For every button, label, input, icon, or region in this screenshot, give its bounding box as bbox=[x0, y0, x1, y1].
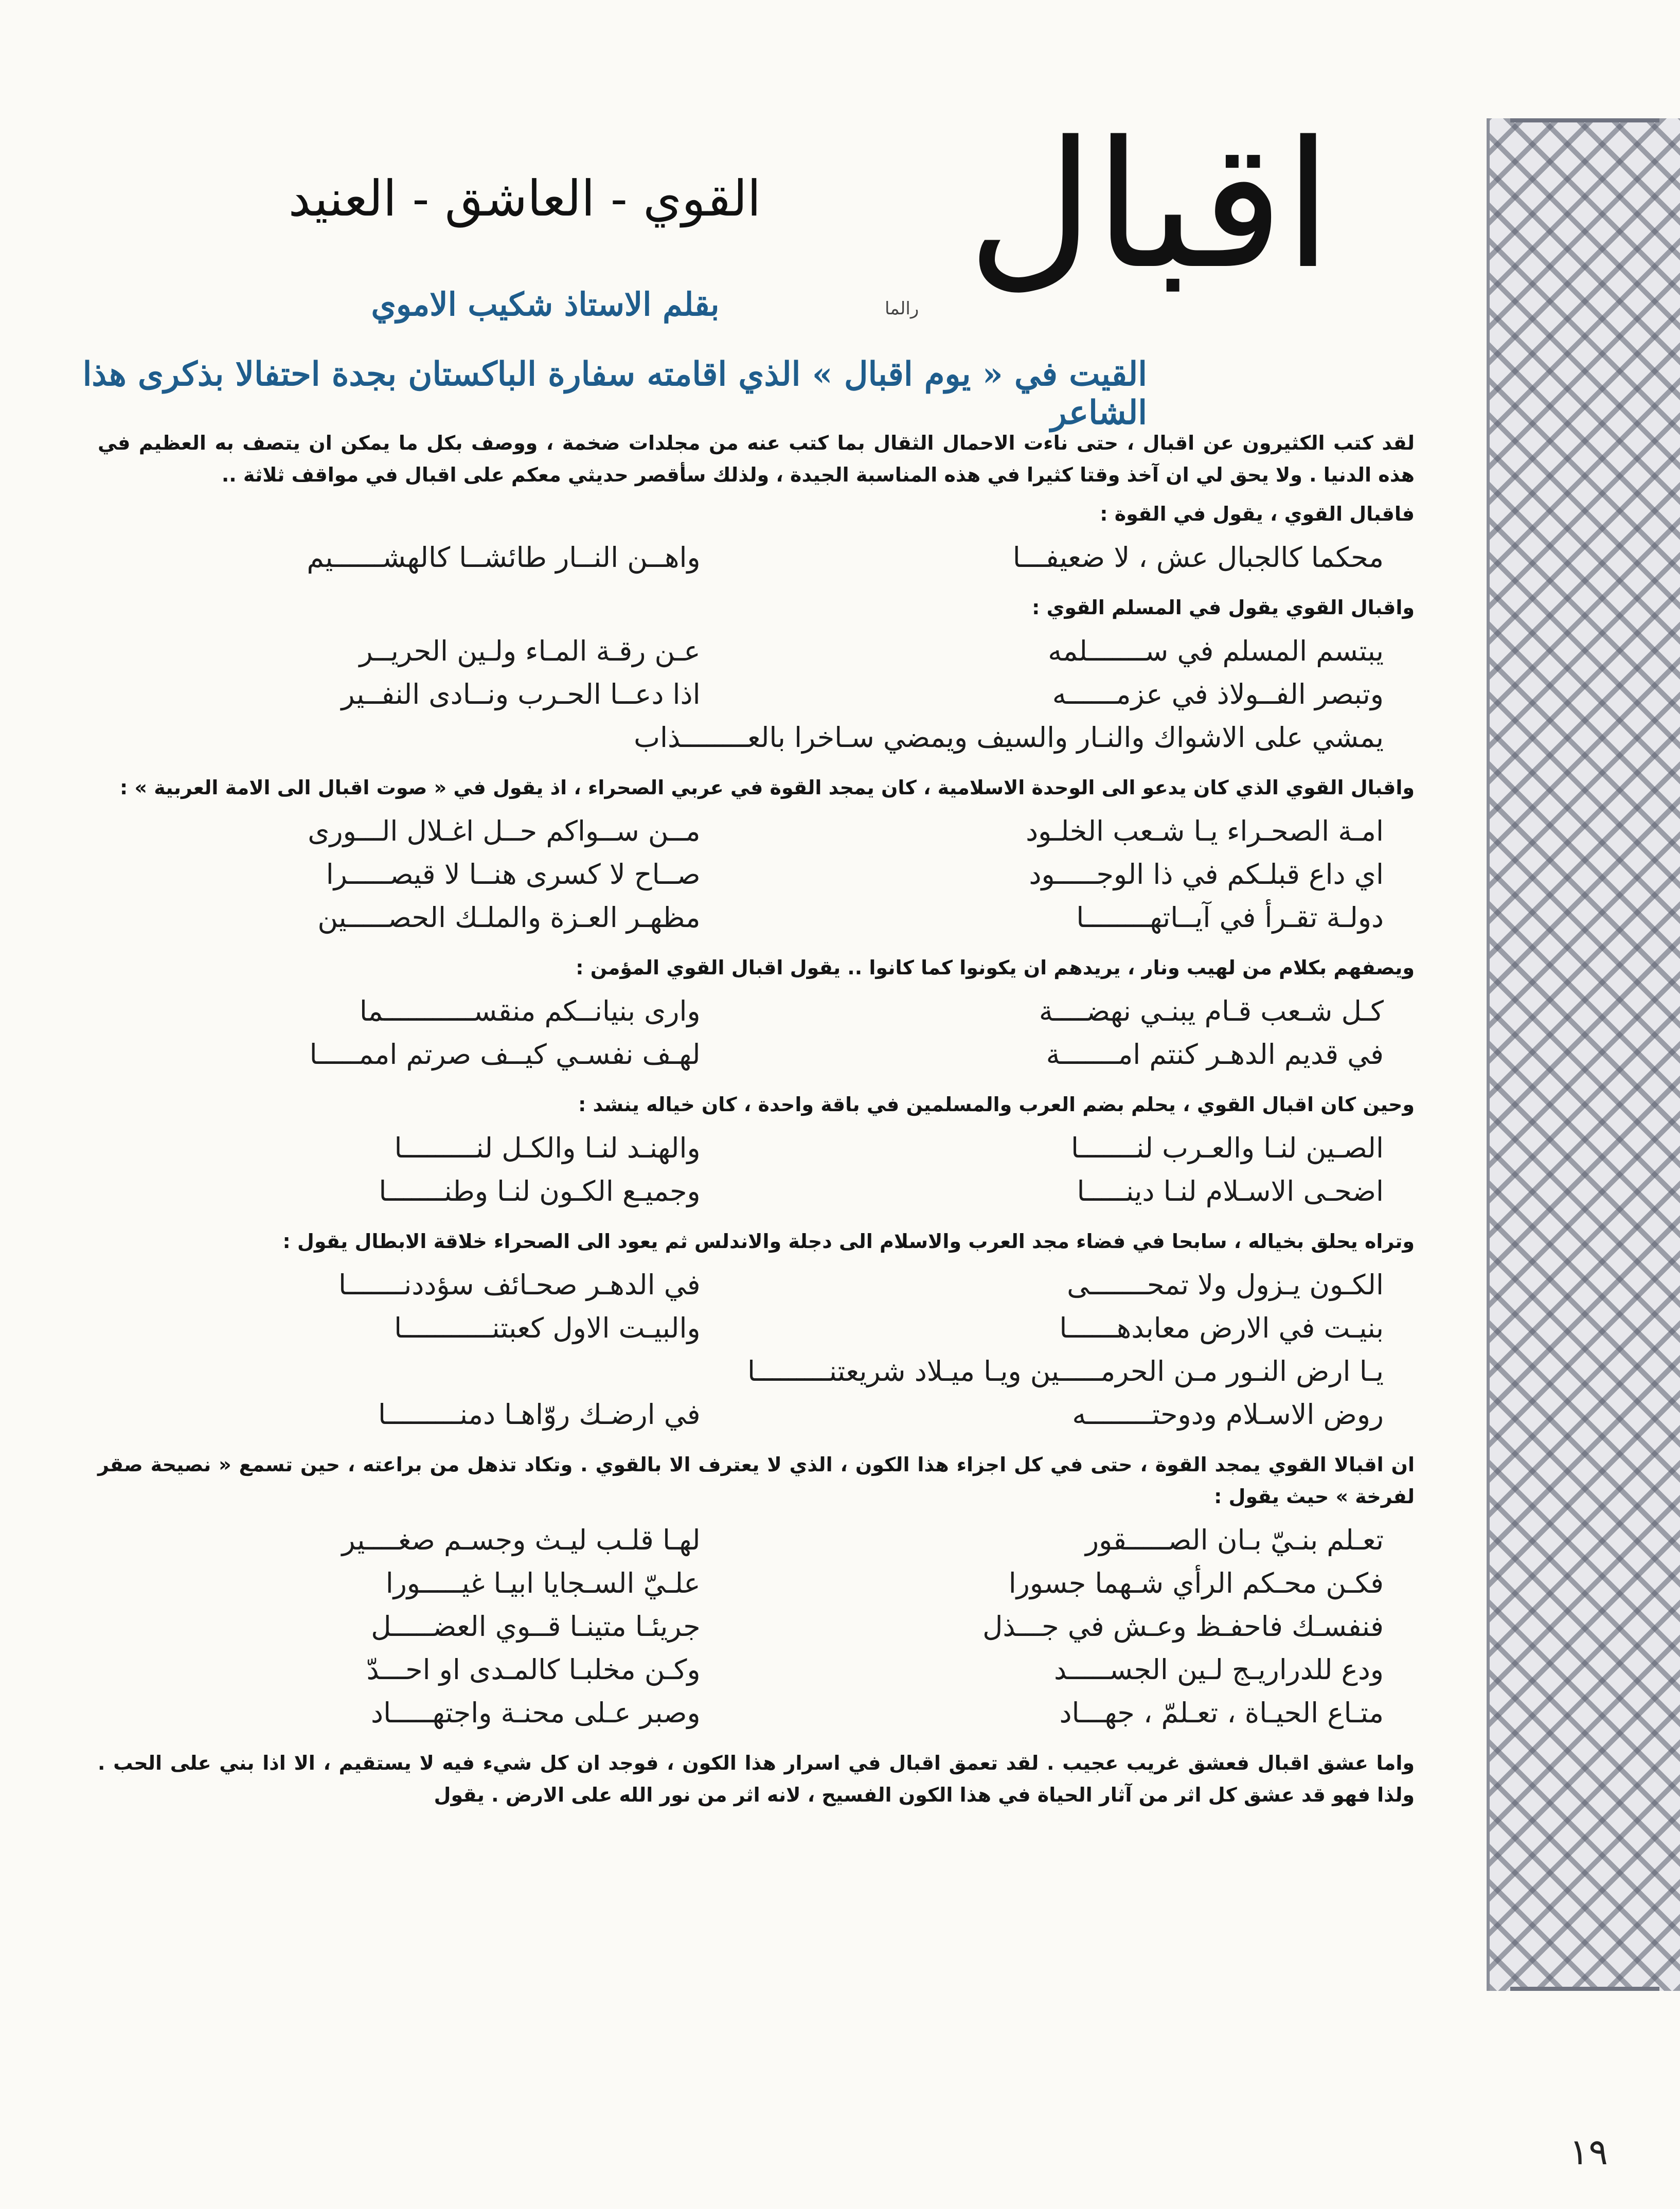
article-paragraph: واما عشق اقبال فعشق غريب عجيب . لقد تعمق اقبال في اسرار هذا الكون ، فوجد ان كل شيء فيه لا يستقيم ، الا اذا بني على الحب . ولذا فهو قد عشق كل اثر من آثار الحياة في هذا الكون الفسيح ، لانه اثر من نور الله على الارض . يقول bbox=[98, 1752, 1415, 1806]
verse-first-hemistich: وتبصر الفــولاذ في عزمــــــه bbox=[1052, 678, 1384, 710]
verse-second-hemistich: لهـا قلـب ليـث وجسـم صغــــير bbox=[342, 1524, 701, 1556]
verse-line bbox=[98, 1563, 1415, 1604]
verse-line bbox=[98, 811, 1415, 852]
subtitle: القوي - العاشق - العنيد bbox=[288, 170, 761, 227]
verse-line bbox=[98, 717, 1415, 758]
verse-second-hemistich: والهنـد لنـا والكـل لنـــــــــا bbox=[394, 1132, 701, 1164]
verse-line bbox=[98, 537, 1415, 578]
article-paragraph: وحين كان اقبال القوي ، يحلم بضم العرب والمسلمين في باقة واحدة ، كان خياله ينشد : bbox=[578, 1093, 1415, 1116]
author-byline: بقلم الاستاذ شكيب الاموي bbox=[371, 286, 720, 323]
verse-line bbox=[98, 1034, 1415, 1075]
verse-second-hemistich: مــن ســواكم حــل اغـلال الـــورى bbox=[308, 815, 701, 847]
verse-second-hemistich: والبيـت الاول كعبتنـــــــــــا bbox=[394, 1312, 701, 1344]
verse-first-hemistich: في قديم الدهـر كنتم امـــــــة bbox=[1046, 1038, 1384, 1071]
article-paragraph: فاقبال القوي ، يقول في القوة : bbox=[1100, 503, 1415, 525]
verse-first-hemistich: يـا ارض النـور مـن الحرمـــــين ويـا ميـلاد شريعتنـــــــــا bbox=[747, 1355, 1384, 1387]
verse-second-hemistich: وصبر عـلى محنـة واجتهـــــاد bbox=[371, 1697, 701, 1729]
verse-line bbox=[98, 1520, 1415, 1561]
verse-first-hemistich: بنيـت في الارض معابدهــــــا bbox=[1059, 1312, 1384, 1344]
verse-first-hemistich: متـاع الحيـاة ، تعـلمّ ، جهـــاد bbox=[1059, 1697, 1384, 1729]
verse-first-hemistich: فنفسـك فاحفـظ وعـش في جـــذل bbox=[982, 1610, 1384, 1643]
verse-first-hemistich: ودع للدراريـج لـين الجســـــد bbox=[1054, 1653, 1384, 1686]
poem-block bbox=[98, 1520, 1415, 1734]
verse-first-hemistich: امـة الصحـراء يـا شـعب الخلـود bbox=[1026, 815, 1384, 847]
poem-block bbox=[98, 991, 1415, 1075]
verse-first-hemistich: دولـة تقـرأ في آيــاتهــــــــا bbox=[1076, 901, 1384, 934]
verse-first-hemistich: الصـين لنـا والعـرب لنـــــــا bbox=[1070, 1132, 1384, 1164]
verse-first-hemistich: كـل شـعب قـام يبنـي نهضــــة bbox=[1039, 995, 1384, 1027]
article-paragraph: واقبال القوي الذي كان يدعو الى الوحدة الاسلامية ، كان يمجد القوة في عربي الصحراء ، اذ يقول في « صوت اقبال الى الامة العربية » : bbox=[120, 776, 1415, 799]
verse-line bbox=[98, 1649, 1415, 1690]
verse-second-hemistich: جريئـا متينـا قــوي العضـــــل bbox=[371, 1610, 701, 1643]
verse-first-hemistich: اي داع قبلـكم في ذا الوجـــــود bbox=[1029, 858, 1384, 890]
verse-first-hemistich: فكـن محـكم الرأي شـهما جسورا bbox=[1008, 1567, 1384, 1599]
verse-first-hemistich: الكـون يـزول ولا تمحـــــــى bbox=[1067, 1269, 1384, 1301]
poem-block bbox=[98, 811, 1415, 938]
verse-first-hemistich: تعـلم بنـيّ بـان الصـــــقور bbox=[1085, 1524, 1384, 1556]
verse-line bbox=[98, 854, 1415, 895]
article-paragraph: ان اقبالا القوي يمجد القوة ، حتى في كل اجزاء هذا الكون ، الذي لا يعترف الا بالقوي . وتكاد تذهل من براعته ، حين تسمع « نصيحة صقر لفرخة » حيث يقول : bbox=[98, 1453, 1415, 1508]
article-paragraph: لقد كتب الكثيرون عن اقبال ، حتى ناءت الاحمال الثقال بما كتب عنه من مجلدات ضخمة ، ووصف بكل ما يمكن ان يتصف به العظيم في هذه الدنيا . ولا يحق لي ان آخذ وقتا كثيرا في هذه المناسبة الجيدة ، ولذلك سأقصر حديثي معكم على اقبال في مواقف ثلاثة .. bbox=[98, 432, 1415, 486]
article-paragraph: واقبال القوي يقول في المسلم القوي : bbox=[1032, 596, 1415, 619]
page-title: اقبال bbox=[967, 104, 1333, 308]
verse-second-hemistich: في الدهـر صحـائف سؤددنـــــــا bbox=[338, 1269, 701, 1301]
decorative-border bbox=[1487, 118, 1680, 1991]
poem-block bbox=[98, 631, 1415, 758]
verse-second-hemistich: وجميـع الكـون لنـا وطنـــــــا bbox=[379, 1175, 701, 1207]
verse-first-hemistich: يبتسم المسلم في ســـــــلمه bbox=[1048, 635, 1384, 667]
verse-second-hemistich: مظهـر العـزة والملـك الحصـــــين bbox=[317, 901, 701, 934]
verse-first-hemistich: اضحـى الاسـلام لنـا دينـــــا bbox=[1077, 1175, 1384, 1207]
verse-line bbox=[98, 1308, 1415, 1349]
verse-first-hemistich: يمشي على الاشواك والنـار والسيف ويمضي سـاخرا بالعــــــــذاب bbox=[634, 721, 1384, 754]
verse-line bbox=[98, 1128, 1415, 1169]
verse-line bbox=[98, 897, 1415, 938]
verse-line bbox=[98, 631, 1415, 672]
verse-second-hemistich: عـن رقـة المـاء ولـين الحريــر bbox=[359, 635, 701, 667]
occasion-note: القيت في « يوم اقبال » الذي اقامته سفارة الباكستان بجدة احتفالا بذكرى هذا الشاعر bbox=[82, 355, 1147, 432]
poem-block bbox=[98, 1128, 1415, 1212]
verse-line bbox=[98, 991, 1415, 1032]
verse-line bbox=[98, 1351, 1415, 1392]
verse-second-hemistich: واهــن النــار طائشــا كالهشــــــيم bbox=[307, 541, 701, 574]
verse-second-hemistich: لهـف نفسـي كيــف صرتم اممـــــا bbox=[309, 1038, 701, 1071]
poem-block bbox=[98, 537, 1415, 578]
verse-second-hemistich: صــاح لا كسرى هنــا لا قيصـــــرا bbox=[326, 858, 701, 890]
verse-second-hemistich: علـيّ السـجايا ابيـا غيـــــورا bbox=[385, 1567, 701, 1599]
verse-second-hemistich: وارى بنيانــكم منقســـــــــــما bbox=[359, 995, 701, 1027]
verse-first-hemistich: روض الاسـلام ودوحتــــــــه bbox=[1072, 1398, 1384, 1431]
page-number: ١٩ bbox=[1569, 2131, 1608, 2173]
verse-line bbox=[98, 1394, 1415, 1435]
verse-line bbox=[98, 1606, 1415, 1647]
verse-second-hemistich: وكـن مخلبـا كالمـدى او احـــدّ bbox=[366, 1653, 701, 1686]
verse-line bbox=[98, 1264, 1415, 1306]
verse-line bbox=[98, 1171, 1415, 1212]
article-paragraph: وتراه يحلق بخياله ، سابحا في فضاء مجد العرب والاسلام الى دجلة والاندلس ثم يعود الى الصحراء خلاقة الابطال يقول : bbox=[282, 1230, 1415, 1253]
verse-line bbox=[98, 1693, 1415, 1734]
verse-line bbox=[98, 674, 1415, 715]
article-paragraph: ويصفهم بكلام من لهيب ونار ، يريدهم ان يكونوا كما كانوا .. يقول اقبال القوي المؤمن : bbox=[576, 956, 1415, 979]
verse-second-hemistich: اذا دعــا الحـرب ونــادى النفــير bbox=[341, 678, 701, 710]
verse-first-hemistich: محكما كالجبال عش ، لا ضعيفـــا bbox=[1012, 541, 1384, 574]
title-small-mark: رالما bbox=[885, 298, 919, 319]
verse-second-hemistich: في ارضـك روّاهـا دمنـــــــــا bbox=[378, 1398, 701, 1431]
article-body bbox=[98, 427, 1415, 1818]
poem-block bbox=[98, 1264, 1415, 1435]
